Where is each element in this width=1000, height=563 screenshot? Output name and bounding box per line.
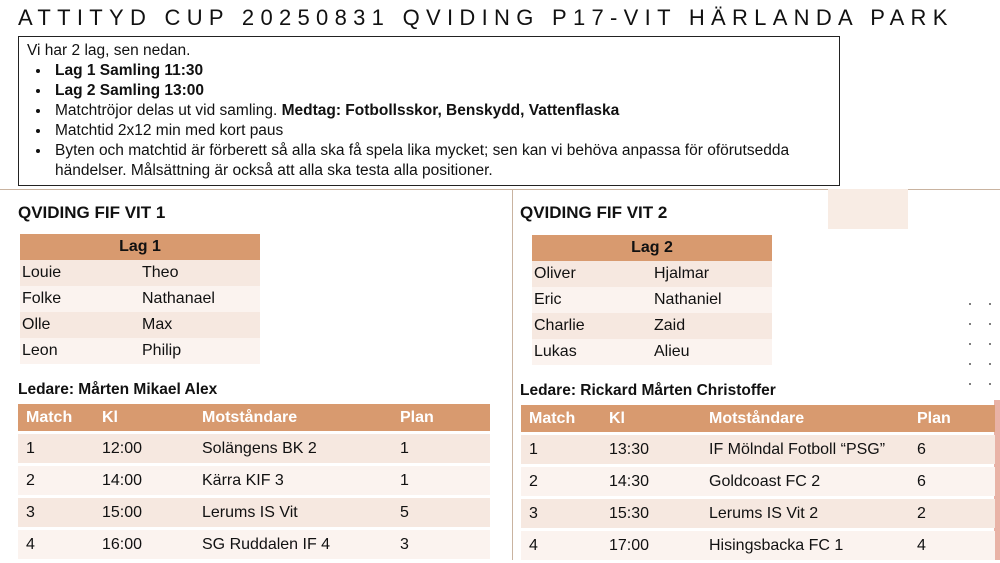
page-title: ATTITYD CUP 20250831 QVIDING P17-VIT HÄRLANDA PARK	[18, 5, 954, 30]
lag1-assembly: • Lag 1 Samling 11:30	[51, 61, 831, 81]
col-match: Match	[521, 405, 601, 432]
match-number: 4	[18, 530, 94, 559]
player-name: Eric	[532, 287, 652, 313]
player-name: Leon	[20, 338, 140, 364]
decor-dot	[969, 323, 971, 325]
decor-dot	[969, 303, 971, 305]
match-time: 14:30	[601, 467, 701, 496]
info-list	[27, 61, 831, 181]
col-field: Plan	[909, 405, 995, 432]
decor-dot	[969, 383, 971, 385]
table-row	[521, 467, 995, 496]
match-opponent: Kärra KIF 3	[194, 466, 392, 495]
match-field: 1	[392, 434, 490, 463]
player-name: Hjalmar	[652, 261, 772, 287]
team2-roster-header: Lag 2	[532, 235, 772, 261]
decor-dot	[989, 343, 991, 345]
team2-match-table	[521, 402, 995, 563]
match-time: 17:00	[601, 531, 701, 560]
team2-roster	[532, 235, 772, 365]
match-field: 1	[392, 466, 490, 495]
player-name: Nathanael	[140, 286, 260, 312]
bring-text: Medtag: Fotbollsskor, Benskydd, Vattenflaska	[281, 102, 620, 119]
match-opponent: Goldcoast FC 2	[701, 467, 909, 496]
match-time: 14:00	[94, 466, 194, 495]
player-name: Theo	[140, 260, 260, 286]
match-opponent: Solängens BK 2	[194, 434, 392, 463]
decor-dot	[969, 343, 971, 345]
match-opponent: SG Ruddalen IF 4	[194, 530, 392, 559]
match-field: 4	[909, 531, 995, 560]
match-time: 12:00	[94, 434, 194, 463]
table-row	[18, 498, 490, 527]
match-field: 6	[909, 467, 995, 496]
match-number: 2	[521, 467, 601, 496]
player-name: Lukas	[532, 339, 652, 365]
table-row	[18, 530, 490, 559]
match-number: 3	[18, 498, 94, 527]
table-row	[521, 499, 995, 528]
decor-dot	[969, 363, 971, 365]
match-number: 1	[18, 434, 94, 463]
team1-roster	[20, 234, 260, 364]
player-name: Nathaniel	[652, 287, 772, 313]
team1-leaders: Ledare: Mårten Mikael Alex	[18, 381, 218, 398]
player-name: Oliver	[532, 261, 652, 287]
table-row	[521, 531, 995, 560]
team2-leaders: Ledare: Rickard Mårten Christoffer	[520, 382, 776, 399]
match-time: 15:00	[94, 498, 194, 527]
col-field: Plan	[392, 404, 490, 431]
match-number: 4	[521, 531, 601, 560]
table-row	[18, 466, 490, 495]
team1-roster-header: Lag 1	[20, 234, 260, 260]
match-opponent: Lerums IS Vit 2	[701, 499, 909, 528]
match-time: 13:30	[601, 435, 701, 464]
match-opponent: Lerums IS Vit	[194, 498, 392, 527]
player-name: Folke	[20, 286, 140, 312]
match-field: 6	[909, 435, 995, 464]
divider-vertical	[512, 189, 513, 560]
col-match: Match	[18, 404, 94, 431]
match-time: 16:00	[94, 530, 194, 559]
intro-text: Vi har 2 lag, sen nedan.	[27, 42, 191, 59]
player-name: Zaid	[652, 313, 772, 339]
match-field: 5	[392, 498, 490, 527]
match-field: 2	[909, 499, 995, 528]
table-row	[521, 435, 995, 464]
col-opponent: Motståndare	[701, 405, 909, 432]
match-field: 3	[392, 530, 490, 559]
decor-dot	[989, 363, 991, 365]
decor-block	[828, 189, 908, 229]
match-number: 3	[521, 499, 601, 528]
player-name: Max	[140, 312, 260, 338]
shirts-text: Matchtröjor delas ut vid samling.	[55, 102, 282, 119]
match-time-item: • Matchtid 2x12 min med kort paus	[51, 121, 831, 141]
player-name: Philip	[140, 338, 260, 364]
shirts-item	[51, 101, 831, 121]
table-row	[18, 434, 490, 463]
player-name: Louie	[20, 260, 140, 286]
decor-dot	[989, 303, 991, 305]
col-opponent: Motståndare	[194, 404, 392, 431]
match-number: 1	[521, 435, 601, 464]
team1-heading: QVIDING FIF VIT 1	[18, 203, 166, 222]
player-name: Olle	[20, 312, 140, 338]
subs-item: • Byten och matchtid är förberett så alla ska få spela lika mycket; sen kan vi behöva anpassa för oförutsedda händelser. Målsättning är också att alla ska testa alla positioner.	[51, 141, 831, 181]
col-time: Kl	[601, 405, 701, 432]
team2-heading: QVIDING FIF VIT 2	[520, 203, 668, 222]
decor-dot	[989, 383, 991, 385]
decor-dot	[989, 323, 991, 325]
player-name: Alieu	[652, 339, 772, 365]
match-time: 15:30	[601, 499, 701, 528]
info-box	[18, 36, 840, 186]
player-name: Charlie	[532, 313, 652, 339]
col-time: Kl	[94, 404, 194, 431]
match-number: 2	[18, 466, 94, 495]
match-opponent: IF Mölndal Fotboll “PSG”	[701, 435, 909, 464]
lag2-assembly: • Lag 2 Samling 13:00	[51, 81, 831, 101]
team1-match-table	[18, 401, 490, 562]
match-opponent: Hisingsbacka FC 1	[701, 531, 909, 560]
